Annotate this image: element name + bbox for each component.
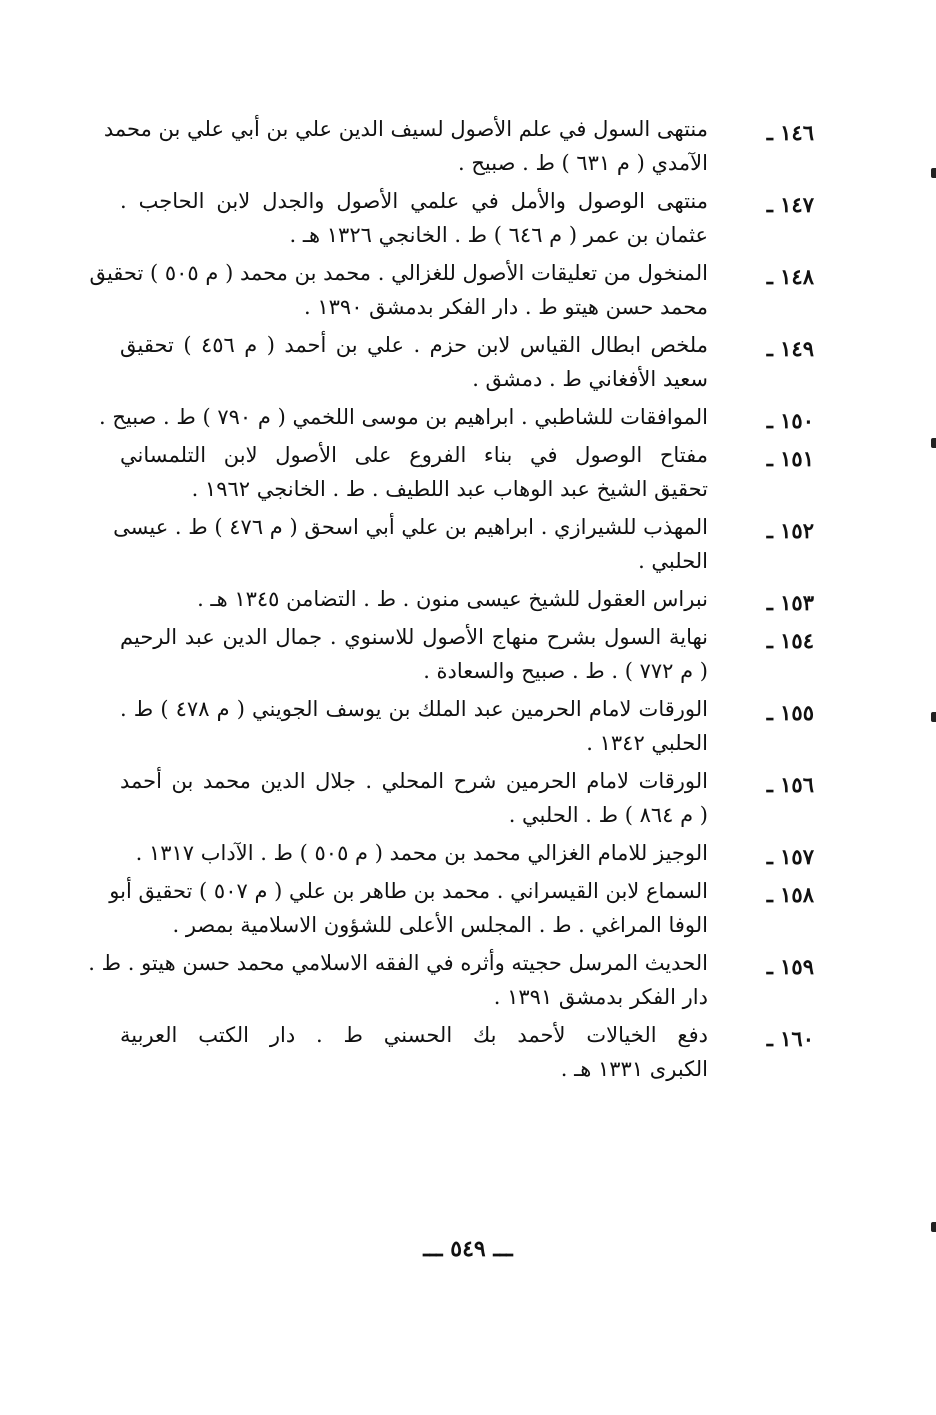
entry-line: الآمدي ( م ٦٣١ ) ط . صبيح . <box>458 151 708 175</box>
entry-line: ملخص ابطال القياس لابن حزم . علي بن أحمد ( م ٤٥٦ ) تحقيق <box>120 333 709 357</box>
entry-line: منتهى الوصول والأمل في علمي الأصول والجدل لابن الحاجب . <box>120 189 708 213</box>
bibliography-entry <box>88 946 820 1014</box>
entry-text <box>120 1018 708 1086</box>
bibliography-entry <box>120 620 820 688</box>
entry-number: ١٤٦ ـ <box>766 120 814 145</box>
entry-text <box>120 184 708 252</box>
entry-number: ١٥١ ـ <box>766 446 814 471</box>
entry-line: السماع لابن القيسراني . محمد بن طاهر بن علي ( م ٥٠٧ ) تحقيق أبو <box>109 879 708 903</box>
entry-line: ( م ٨٦٤ ) ط . الحلبي . <box>508 803 708 827</box>
entry-number: ١٥٠ ـ <box>766 408 814 433</box>
entry-number: ١٥٣ ـ <box>766 590 814 615</box>
entry-line: الوفا المراغي . ط . المجلس الأعلى للشؤون الاسلامية بمصر . <box>172 913 708 937</box>
entry-number: ١٤٧ ـ <box>766 192 814 217</box>
entry-line: الحلبي ١٣٤٢ . <box>586 731 708 755</box>
entry-text <box>120 764 708 832</box>
entry-line: محمد حسن هيتو ط . دار الفكر بدمشق ١٣٩٠ . <box>304 295 708 319</box>
entry-line: المنخول من تعليقات الأصول للغزالي . محمد بن محمد ( م ٥٠٥ ) تحقيق <box>89 261 708 285</box>
entry-text <box>98 400 708 434</box>
bibliography-entry <box>120 836 820 870</box>
entry-line: نبراس العقول للشيخ عيسى منون . ط . التضامن ١٣٤٥ هـ . <box>197 587 708 611</box>
entry-text <box>120 836 708 870</box>
entry-line: دار الفكر بدمشق ١٣٩١ . <box>493 985 708 1009</box>
scan-edge-mark <box>931 712 936 722</box>
bibliography-entry <box>120 692 820 760</box>
entry-text <box>120 692 708 760</box>
entry-text <box>113 510 708 578</box>
bibliography-entry <box>109 874 820 942</box>
scan-edge-mark <box>931 1222 936 1232</box>
entry-text <box>103 112 708 180</box>
entry-line: عثمان بن عمر ( م ٦٤٦ ) ط . الخانجي ١٣٢٦ هـ . <box>289 223 708 247</box>
entry-line: الحلبي . <box>638 549 708 573</box>
entry-text <box>120 328 708 396</box>
entry-line: نهاية السول بشرح منهاج الأصول للاسنوي . جمال الدين عبد الرحيم <box>120 625 708 649</box>
bibliography-list <box>88 112 820 1090</box>
entry-number: ١٦٠ ـ <box>766 1026 814 1051</box>
entry-line: الكبرى ١٣٣١ هـ . <box>560 1057 708 1081</box>
scan-edge-mark <box>931 168 936 178</box>
entry-line: الورقات لامام الحرمين شرح المحلي . جلال الدين محمد بن أحمد <box>120 769 708 793</box>
bibliography-entry <box>120 438 820 506</box>
entry-number: ١٤٨ ـ <box>766 264 814 289</box>
bibliography-entry <box>120 582 820 616</box>
entry-line: الموافقات للشاطبي . ابراهيم بن موسى اللخمي ( م ٧٩٠ ) ط . صبيح . <box>98 405 708 429</box>
entry-line: ( م ٧٧٢ ) . ط . صبيح والسعادة . <box>423 659 708 683</box>
entry-text <box>89 256 708 324</box>
entry-line: دفع الخيالات لأحمد بك الحسني ط . دار الكتب العربية <box>120 1023 708 1047</box>
bibliography-entry <box>120 184 820 252</box>
entry-text <box>109 874 708 942</box>
entry-number: ١٥٨ ـ <box>766 882 814 907</box>
entry-number: ١٥٢ ـ <box>766 518 814 543</box>
entry-line: الحديث المرسل حجيته وأثره في الفقه الاسلامي محمد حسن هيتو . ط . <box>88 951 708 975</box>
entry-line: سعيد الأفغاني ط . دمشق . <box>472 367 708 391</box>
scan-edge-mark <box>931 438 936 448</box>
entry-number: ١٥٩ ـ <box>766 954 814 979</box>
bibliography-entry <box>120 328 820 396</box>
page-number: ـــ ٥٤٩ ـــ <box>423 1236 513 1262</box>
entry-line: الوجيز للامام الغزالي محمد بن محمد ( م ٥٠٥ ) ط . الآداب ١٣١٧ . <box>135 841 708 865</box>
bibliography-entry <box>120 764 820 832</box>
entry-text <box>120 582 708 616</box>
bibliography-entry <box>98 400 820 434</box>
entry-number: ١٥٦ ـ <box>766 772 814 797</box>
entry-text <box>120 438 708 506</box>
entry-number: ١٥٧ ـ <box>766 844 814 869</box>
entry-line: مفتاح الوصول في بناء الفروع على الأصول لابن التلمساني <box>120 443 708 467</box>
bibliography-entry <box>89 256 820 324</box>
entry-line: المهذب للشيرازي . ابراهيم بن علي أبي اسحق ( م ٤٧٦ ) ط . عيسى <box>113 515 708 539</box>
bibliography-entry <box>103 112 820 180</box>
entry-text <box>88 946 708 1014</box>
entry-line: تحقيق الشيخ عبد الوهاب عبد اللطيف . ط . الخانجي ١٩٦٢ . <box>191 477 708 501</box>
entry-line: منتهى السول في علم الأصول لسيف الدين علي بن أبي علي بن محمد <box>103 117 708 141</box>
entry-number: ١٤٩ ـ <box>766 336 814 361</box>
entry-text <box>120 620 708 688</box>
bibliography-entry <box>113 510 820 578</box>
entry-number: ١٥٤ ـ <box>766 628 814 653</box>
entry-line: الورقات لامام الحرمين عبد الملك بن يوسف الجويني ( م ٤٧٨ ) ط . <box>120 697 708 721</box>
entry-number: ١٥٥ ـ <box>766 700 814 725</box>
bibliography-entry <box>120 1018 820 1086</box>
